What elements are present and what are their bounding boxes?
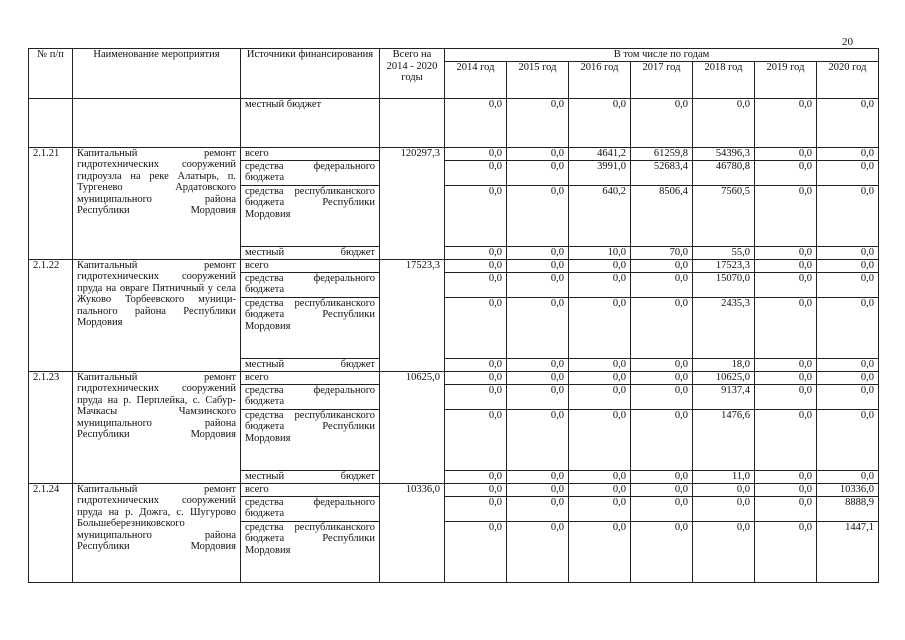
- header-years-group: В том числе по годам: [445, 49, 879, 62]
- year-value: 0,0: [507, 246, 569, 259]
- year-value: 0,0: [445, 496, 507, 521]
- page-number: 20: [842, 36, 853, 48]
- item-number: 2.1.22: [29, 259, 73, 371]
- funding-source: всего: [241, 147, 380, 160]
- year-value: 0,0: [755, 358, 817, 371]
- year-value: 0,0: [445, 160, 507, 185]
- year-value: 0,0: [817, 384, 879, 409]
- funding-source: средства федерального бюджета: [241, 272, 380, 297]
- funding-source: местный бюджет: [241, 470, 380, 483]
- year-value: 0,0: [445, 246, 507, 259]
- year-value: 0,0: [507, 371, 569, 384]
- year-value: 0,0: [755, 297, 817, 358]
- year-value: 15070,0: [693, 272, 755, 297]
- item-number: 2.1.24: [29, 483, 73, 582]
- year-value: 0,0: [631, 259, 693, 272]
- carry-value: 0,0: [693, 98, 755, 147]
- year-value: 0,0: [507, 470, 569, 483]
- year-value: 0,0: [445, 409, 507, 470]
- table-row: [29, 259, 879, 272]
- year-value: 18,0: [693, 358, 755, 371]
- year-value: 0,0: [631, 496, 693, 521]
- year-value: 0,0: [631, 358, 693, 371]
- carry-value: 0,0: [755, 98, 817, 147]
- carry-value: 0,0: [569, 98, 631, 147]
- funding-source: местный бюджет: [241, 358, 380, 371]
- year-value: 0,0: [755, 409, 817, 470]
- carry-value: 0,0: [631, 98, 693, 147]
- year-value: 10625,0: [693, 371, 755, 384]
- year-value: 8888,9: [817, 496, 879, 521]
- year-value: 0,0: [445, 272, 507, 297]
- year-value: 640,2: [569, 185, 631, 246]
- item-number: 2.1.23: [29, 371, 73, 483]
- year-value: 70,0: [631, 246, 693, 259]
- year-value: 0,0: [755, 384, 817, 409]
- funding-source: всего: [241, 259, 380, 272]
- year-value: 0,0: [445, 371, 507, 384]
- year-value: 0,0: [507, 259, 569, 272]
- item-total: 10625,0: [380, 371, 445, 483]
- year-value: 0,0: [817, 246, 879, 259]
- year-value: 1476,6: [693, 409, 755, 470]
- year-value: 0,0: [755, 185, 817, 246]
- year-value: 46780,8: [693, 160, 755, 185]
- carry-value: 0,0: [507, 98, 569, 147]
- year-value: 0,0: [445, 470, 507, 483]
- year-value: 0,0: [631, 470, 693, 483]
- year-value: 0,0: [755, 272, 817, 297]
- year-value: 0,0: [445, 185, 507, 246]
- header-source: Источники финансирования: [241, 49, 380, 99]
- header-year: 2019 год: [755, 61, 817, 98]
- funding-source: средства федерального бюджета: [241, 160, 380, 185]
- year-value: 9137,4: [693, 384, 755, 409]
- year-value: 0,0: [755, 246, 817, 259]
- year-value: 52683,4: [631, 160, 693, 185]
- year-value: 0,0: [817, 470, 879, 483]
- year-value: 0,0: [631, 409, 693, 470]
- budget-table: [28, 48, 879, 583]
- year-value: 0,0: [445, 259, 507, 272]
- year-value: 0,0: [569, 358, 631, 371]
- year-value: 0,0: [507, 496, 569, 521]
- carry-total: [380, 98, 445, 147]
- year-value: 0,0: [569, 297, 631, 358]
- year-value: 0,0: [507, 384, 569, 409]
- year-value: 0,0: [631, 521, 693, 582]
- year-value: 0,0: [817, 358, 879, 371]
- item-total: 10336,0: [380, 483, 445, 582]
- year-value: 0,0: [507, 147, 569, 160]
- item-name: Капитальный ремонт гидротехнических сооружений пруда на р. Дожга, с. Шугурово Большеберезниковского муниципального района Республики Мордовия: [73, 483, 241, 582]
- year-value: 2435,3: [693, 297, 755, 358]
- year-value: 0,0: [817, 409, 879, 470]
- header-year: 2020 год: [817, 61, 879, 98]
- year-value: 3991,0: [569, 160, 631, 185]
- year-value: 0,0: [755, 160, 817, 185]
- header-row: [29, 49, 879, 62]
- header-year: 2017 год: [631, 61, 693, 98]
- year-value: 0,0: [755, 371, 817, 384]
- table-row: [29, 483, 879, 496]
- year-value: 0,0: [631, 272, 693, 297]
- year-value: 0,0: [693, 483, 755, 496]
- year-value: 7560,5: [693, 185, 755, 246]
- funding-source: средства федерального бюджета: [241, 496, 380, 521]
- table-row: [29, 371, 879, 384]
- item-number: 2.1.21: [29, 147, 73, 259]
- year-value: 0,0: [817, 297, 879, 358]
- funding-source: средства республиканского бюджета Республики Мордовия: [241, 521, 380, 582]
- year-value: 0,0: [755, 483, 817, 496]
- item-total: 120297,3: [380, 147, 445, 259]
- year-value: 0,0: [755, 470, 817, 483]
- year-value: 1447,1: [817, 521, 879, 582]
- funding-source: всего: [241, 371, 380, 384]
- year-value: 0,0: [755, 521, 817, 582]
- year-value: 0,0: [817, 259, 879, 272]
- year-value: 0,0: [569, 483, 631, 496]
- item-name: Капитальный ремонт гидротехнических сооружений пруда на р. Перплейка, с. Сабур-Мачкасы Чамзинского муниципального района Республики Мордовия: [73, 371, 241, 483]
- year-value: 0,0: [631, 384, 693, 409]
- year-value: 0,0: [817, 185, 879, 246]
- year-value: 8506,4: [631, 185, 693, 246]
- year-value: 0,0: [569, 384, 631, 409]
- funding-source: средства республиканского бюджета Республики Мордовия: [241, 409, 380, 470]
- year-value: 0,0: [569, 371, 631, 384]
- year-value: 17523,3: [693, 259, 755, 272]
- year-value: 0,0: [507, 297, 569, 358]
- year-value: 0,0: [569, 272, 631, 297]
- year-value: 0,0: [445, 358, 507, 371]
- carry-value: 0,0: [445, 98, 507, 147]
- header-num: № п/п: [29, 49, 73, 99]
- header-name: Наименование мероприятия: [73, 49, 241, 99]
- year-value: 0,0: [569, 259, 631, 272]
- funding-source: средства республиканского бюджета Республики Мордовия: [241, 185, 380, 246]
- year-value: 0,0: [569, 521, 631, 582]
- year-value: 0,0: [631, 483, 693, 496]
- year-value: 4641,2: [569, 147, 631, 160]
- year-value: 0,0: [507, 272, 569, 297]
- carry-name: [73, 98, 241, 147]
- year-value: 0,0: [507, 521, 569, 582]
- year-value: 11,0: [693, 470, 755, 483]
- year-value: 61259,8: [631, 147, 693, 160]
- funding-source: средства республиканского бюджета Республики Мордовия: [241, 297, 380, 358]
- year-value: 0,0: [507, 160, 569, 185]
- year-value: 0,0: [569, 470, 631, 483]
- year-value: 54396,3: [693, 147, 755, 160]
- carry-row: [29, 98, 879, 147]
- year-value: 0,0: [817, 160, 879, 185]
- year-value: 10,0: [569, 246, 631, 259]
- year-value: 0,0: [445, 147, 507, 160]
- header-year: 2014 год: [445, 61, 507, 98]
- year-value: 0,0: [445, 483, 507, 496]
- item-name: Капитальный ремонт гидротехнических сооружений пруда на овраге Пятничный у села Жуково Торбеевского муници-пального района Республики Мордовия: [73, 259, 241, 371]
- year-value: 0,0: [817, 371, 879, 384]
- year-value: 0,0: [755, 259, 817, 272]
- year-value: 0,0: [507, 358, 569, 371]
- year-value: 0,0: [507, 185, 569, 246]
- year-value: 0,0: [507, 409, 569, 470]
- year-value: 0,0: [507, 483, 569, 496]
- item-total: 17523,3: [380, 259, 445, 371]
- funding-source: местный бюджет: [241, 246, 380, 259]
- year-value: 0,0: [631, 371, 693, 384]
- funding-source: средства федерального бюджета: [241, 384, 380, 409]
- year-value: 0,0: [755, 147, 817, 160]
- funding-source: всего: [241, 483, 380, 496]
- year-value: 0,0: [445, 384, 507, 409]
- year-value: 0,0: [569, 496, 631, 521]
- year-value: 0,0: [569, 409, 631, 470]
- year-value: 0,0: [693, 521, 755, 582]
- year-value: 55,0: [693, 246, 755, 259]
- table-row: [29, 147, 879, 160]
- carry-source: местный бюджет: [241, 98, 380, 147]
- header-year: 2015 год: [507, 61, 569, 98]
- year-value: 0,0: [693, 496, 755, 521]
- header-year: 2016 год: [569, 61, 631, 98]
- header-total: Всего на 2014 - 2020 годы: [380, 49, 445, 99]
- carry-value: 0,0: [817, 98, 879, 147]
- carry-num: [29, 98, 73, 147]
- year-value: 0,0: [445, 297, 507, 358]
- item-name: Капитальный ремонт гидротехнических сооружений гидроузла на реке Алатырь, п. Тургенево Ардатовского муниципального района Республики Мордовия: [73, 147, 241, 259]
- year-value: 0,0: [817, 147, 879, 160]
- year-value: 0,0: [631, 297, 693, 358]
- year-value: 10336,0: [817, 483, 879, 496]
- header-year: 2018 год: [693, 61, 755, 98]
- year-value: 0,0: [817, 272, 879, 297]
- year-value: 0,0: [445, 521, 507, 582]
- year-value: 0,0: [755, 496, 817, 521]
